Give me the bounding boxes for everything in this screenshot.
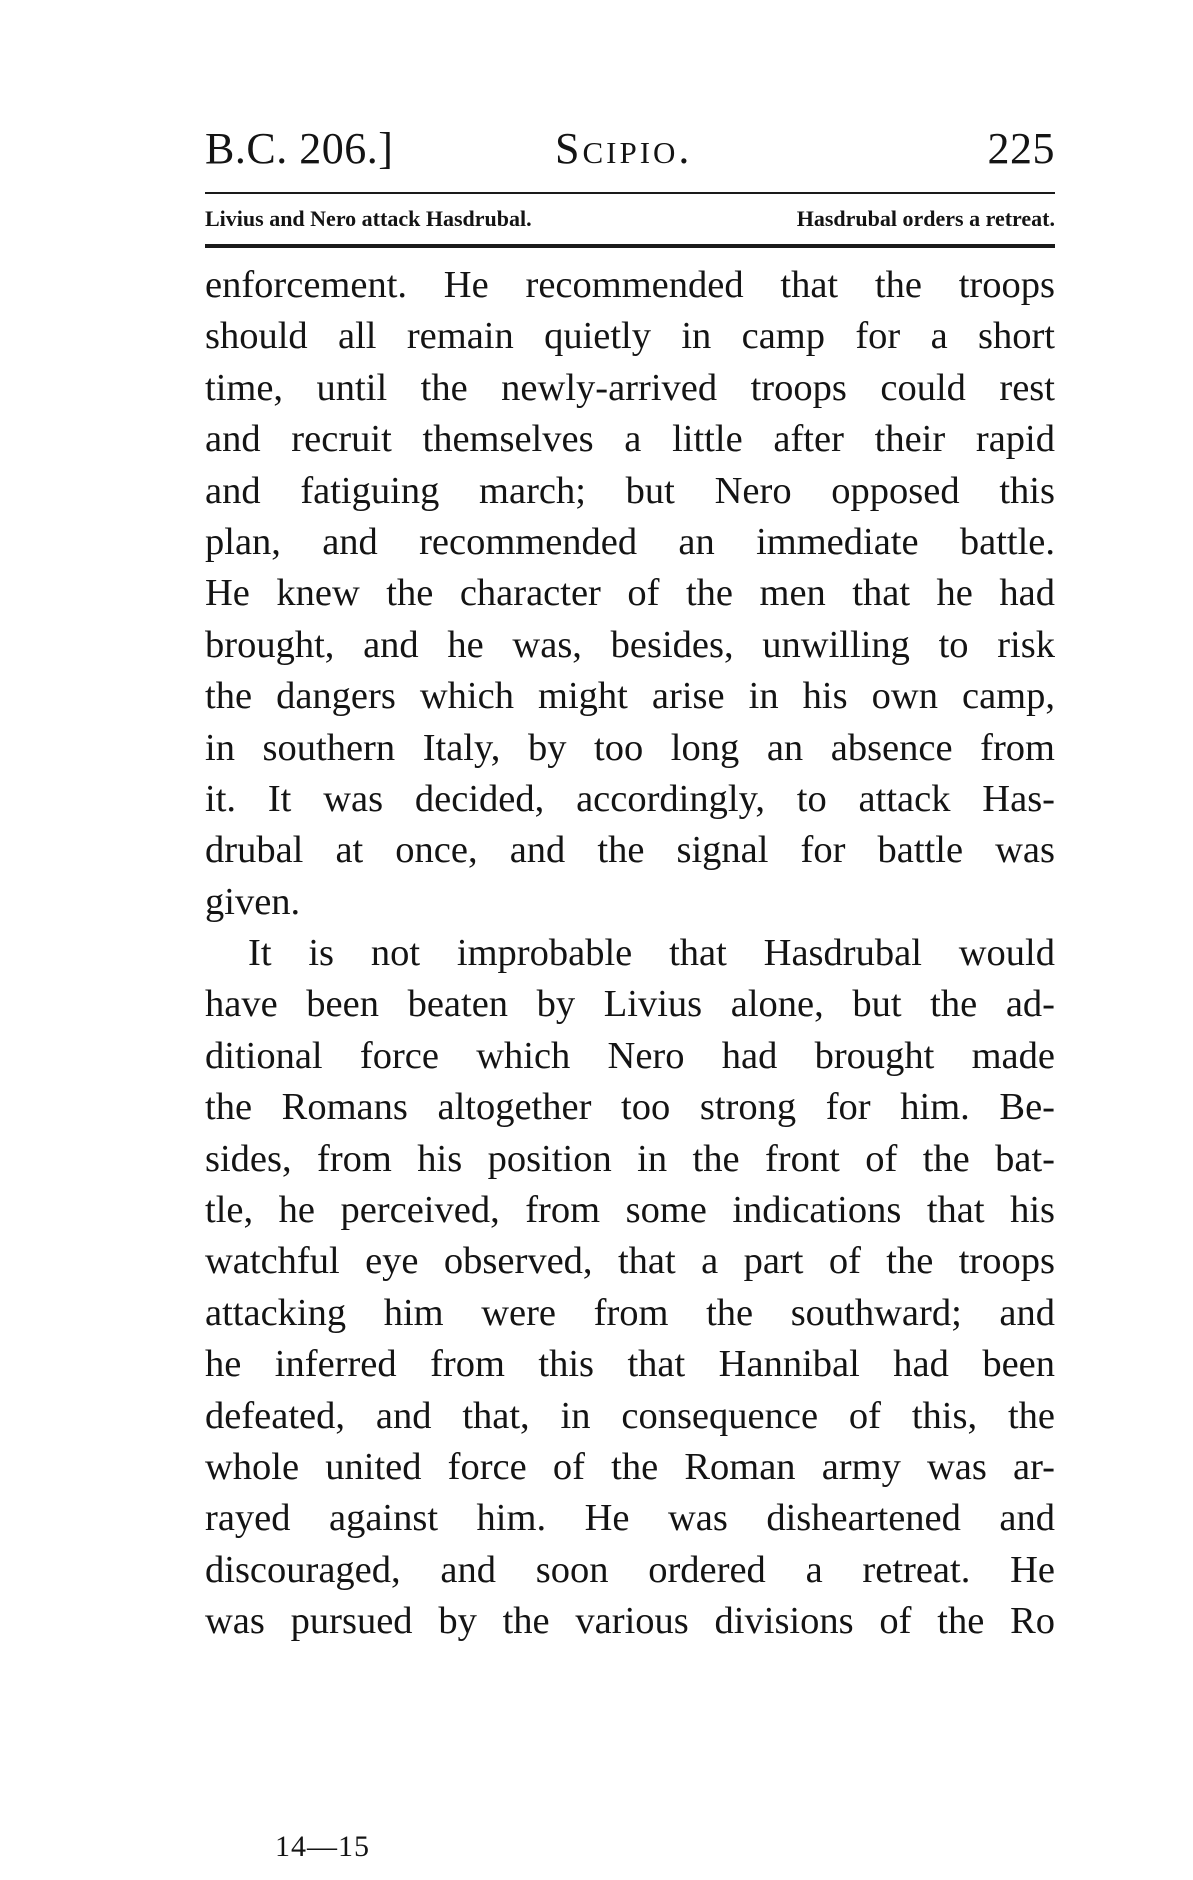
text-line: in southern Italy, by too long an absence from: [205, 726, 1055, 769]
page-number: 225: [987, 124, 1055, 173]
text-line: watchful eye observed, that a part of the troops: [205, 1240, 1055, 1283]
running-head-date: B.C. 206.]: [205, 124, 394, 173]
text-line: have been beaten by Livius alone, but the ad-: [205, 983, 1055, 1026]
header-rule-bottom: [205, 244, 1055, 248]
text-line: ditional force which Nero had brought made: [205, 1034, 1055, 1077]
paragraph-1: [205, 260, 1055, 928]
text-line: attacking him were from the southward; and: [205, 1291, 1055, 1334]
text-line: sides, from his position in the front of the bat-: [205, 1137, 1055, 1180]
header-rule-top: [205, 192, 1055, 194]
text-line: plan, and recommended an immediate battle.: [205, 520, 1055, 563]
text-line: brought, and he was, besides, unwilling to risk: [205, 623, 1055, 666]
body-text: [205, 260, 1055, 1648]
text-line: drubal at once, and the signal for battle was: [205, 829, 1055, 872]
text-line: It is not improbable that Hasdrubal would: [248, 932, 1055, 975]
subheading-right: Hasdrubal orders a retreat.: [796, 206, 1055, 231]
running-head-title: Scipio.: [555, 124, 693, 173]
text-line: the dangers which might arise in his own camp,: [205, 675, 1055, 718]
subheading-left: Livius and Nero attack Hasdrubal.: [205, 206, 532, 231]
text-line: should all remain quietly in camp for a short: [205, 315, 1055, 358]
text-line: given.: [205, 880, 301, 923]
signature-mark: 14—15: [275, 1830, 370, 1863]
text-line: tle, he perceived, from some indications that his: [205, 1189, 1055, 1232]
text-line: enforcement. He recommended that the troops: [205, 264, 1055, 306]
text-line: and fatiguing march; but Nero opposed this: [205, 469, 1055, 512]
paragraph-2: [205, 928, 1055, 1647]
text-line: defeated, and that, in consequence of this, the: [205, 1394, 1055, 1437]
text-line: discouraged, and soon ordered a retreat. He: [205, 1548, 1055, 1591]
text-line: was pursued by the various divisions of the Ro: [205, 1600, 1055, 1643]
text-line: he inferred from this that Hannibal had been: [205, 1343, 1055, 1386]
text-line: and recruit themselves a little after their rapid: [205, 418, 1055, 461]
text-line: it. It was decided, accordingly, to attack Has-: [205, 777, 1055, 820]
text-line: the Romans altogether too strong for him. Be-: [205, 1086, 1055, 1129]
text-line: rayed against him. He was disheartened and: [205, 1497, 1055, 1540]
running-head: [205, 118, 1055, 178]
text-line: whole united force of the Roman army was ar-: [205, 1445, 1055, 1488]
text-line: He knew the character of the men that he had: [205, 572, 1055, 615]
text-line: time, until the newly-arrived troops could rest: [205, 366, 1055, 409]
